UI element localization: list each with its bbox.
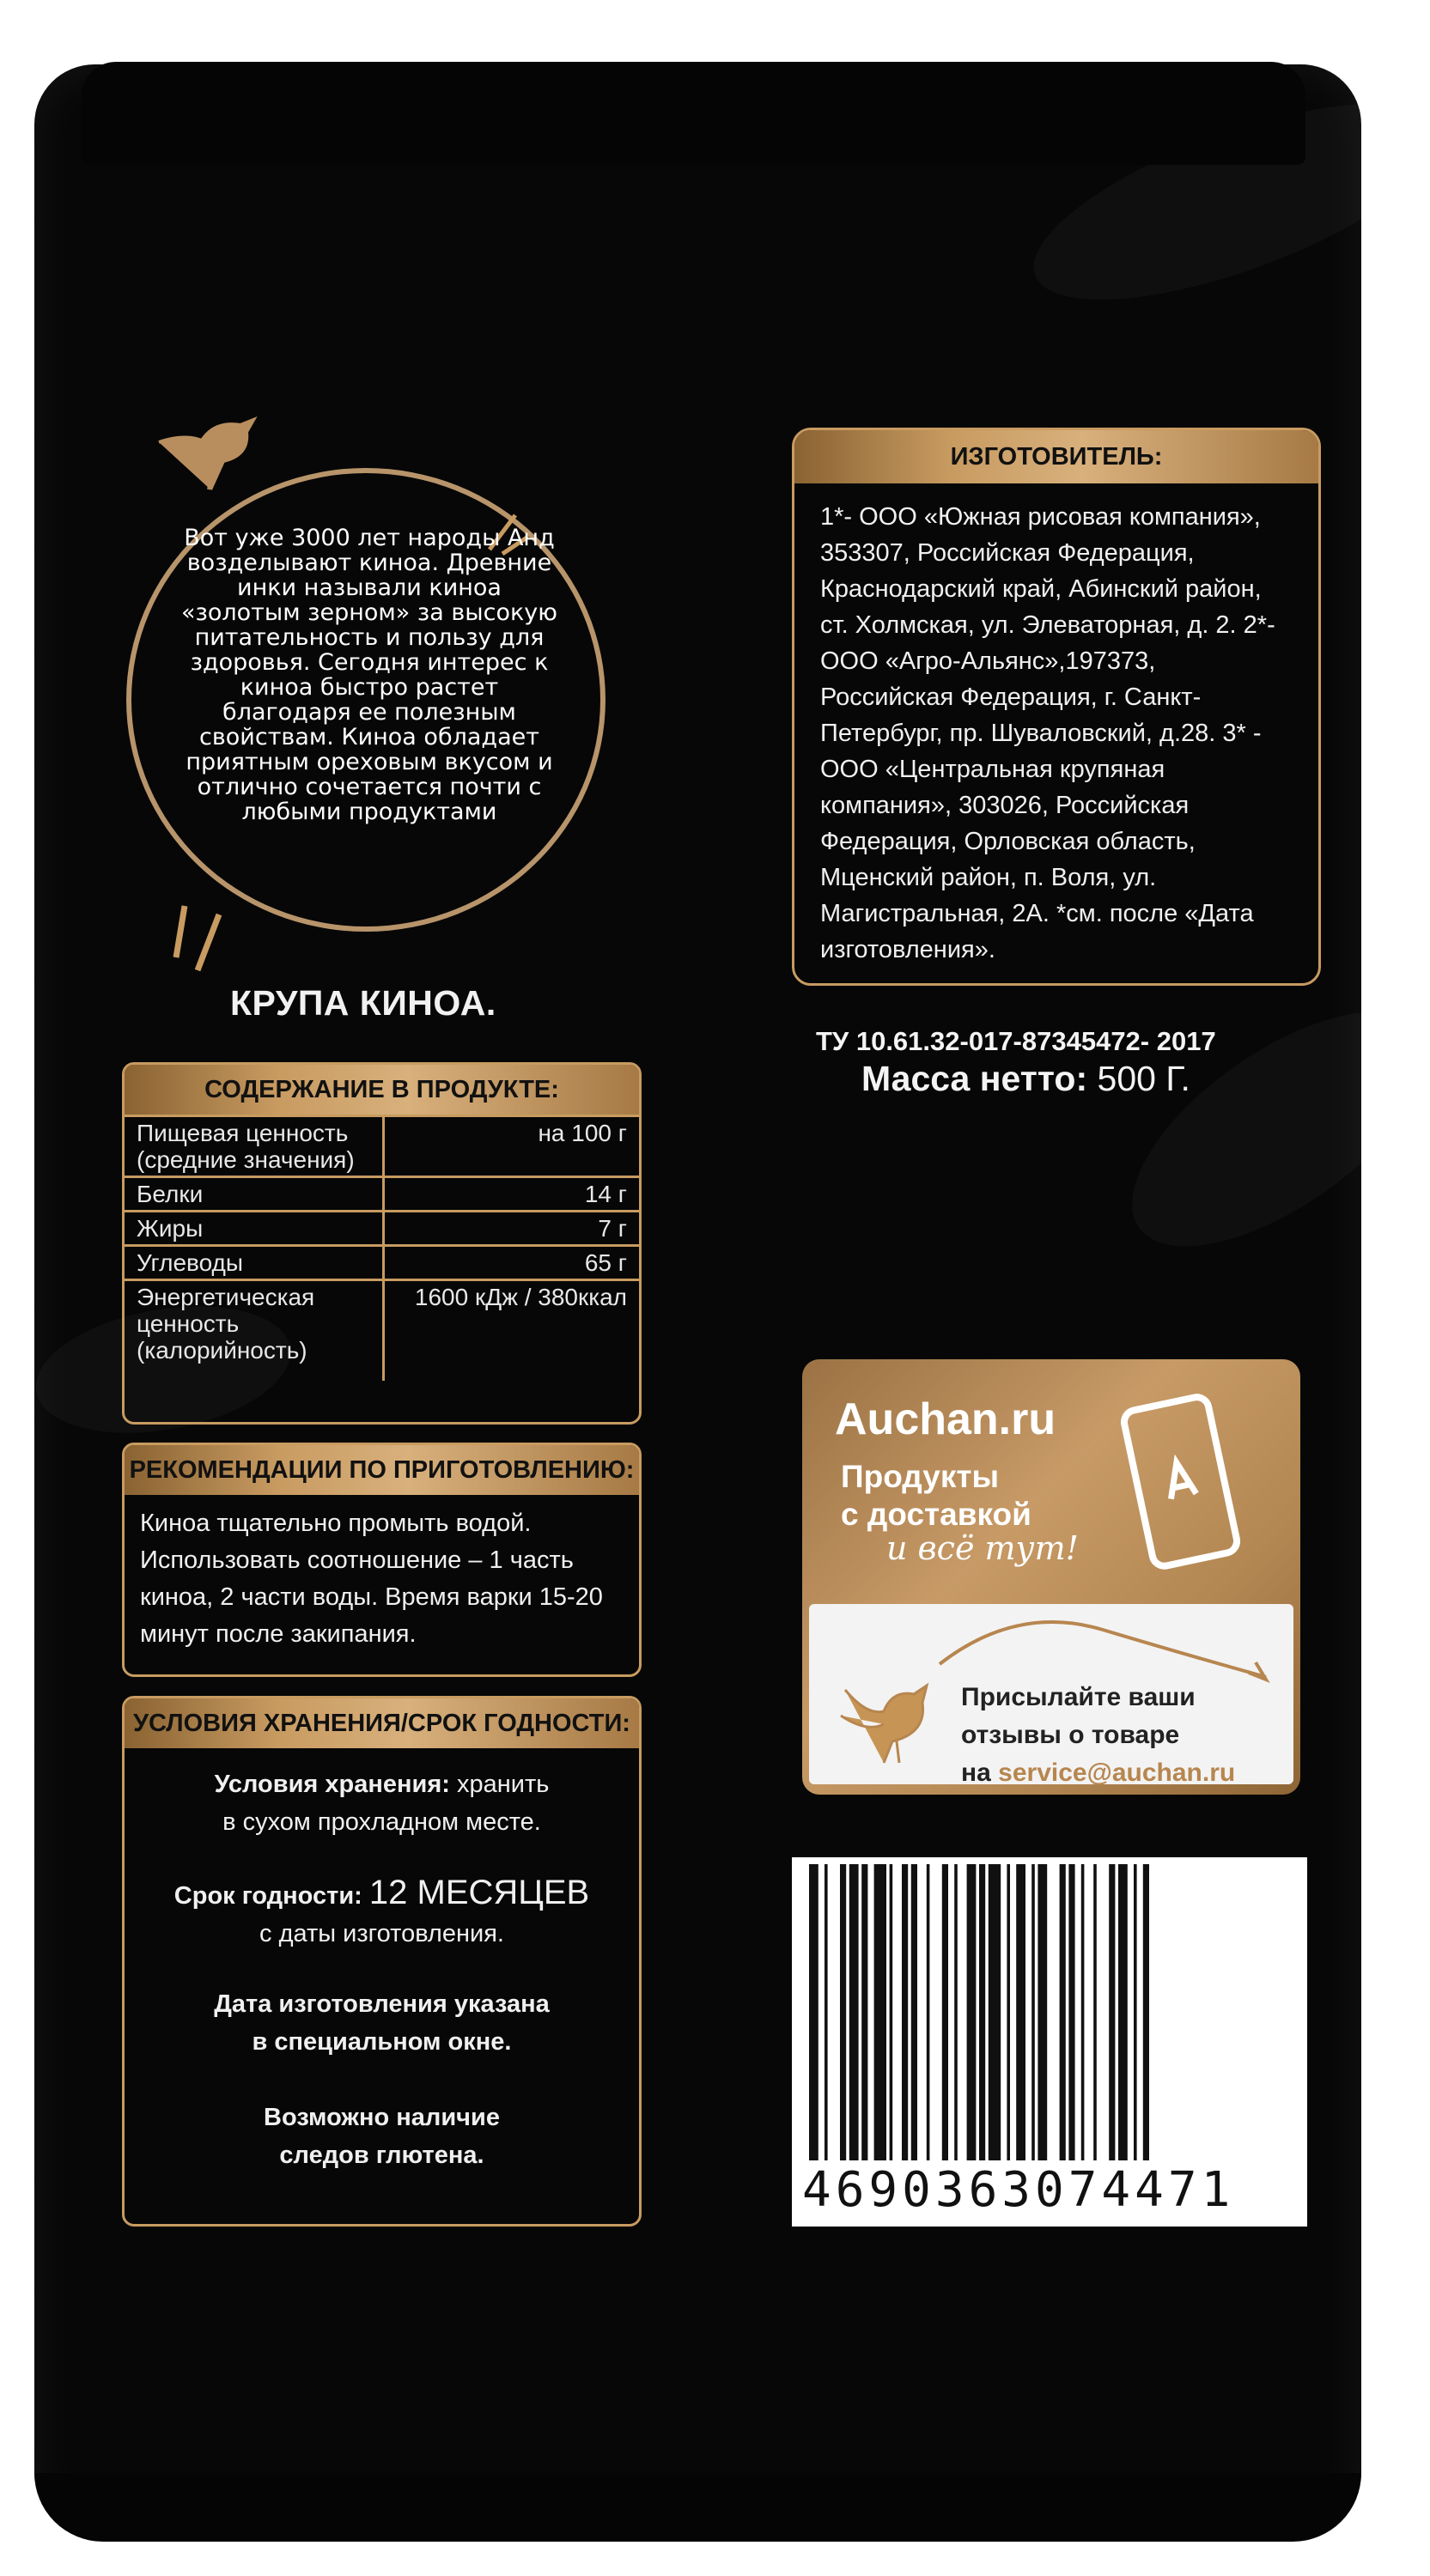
barcode-bar <box>825 1864 828 2160</box>
tech-spec-code: ТУ 10.61.32-017-87345472- 2017 <box>816 1026 1216 1056</box>
nutrition-value: 7 г <box>384 1212 640 1246</box>
shelf-life-label: Срок годности: <box>173 1882 362 1910</box>
feedback-text <box>961 1679 1235 1792</box>
barcode-bar <box>1109 1864 1115 2160</box>
barcode-bar <box>942 1864 948 2160</box>
table-row <box>125 1212 639 1246</box>
nutrition-value: на 100 г <box>384 1116 640 1177</box>
nutrition-table <box>125 1115 639 1381</box>
barcode-bar <box>1016 1864 1025 2160</box>
barcode-bar <box>1060 1864 1066 2160</box>
gluten-note-line2: следов глютена. <box>279 2142 484 2169</box>
barcode-bar <box>874 1864 886 2160</box>
shelf-life-value: 12 МЕСЯЦЕВ <box>368 1874 590 1911</box>
net-weight-label: Масса нетто: <box>861 1059 1088 1098</box>
barcode-bar <box>1068 1864 1074 2160</box>
table-row <box>125 1246 639 1280</box>
package-seal-bottom <box>34 2473 1361 2542</box>
net-weight-value: 500 Г. <box>1097 1059 1190 1098</box>
barcode-bar <box>927 1864 930 2160</box>
nutrition-label: Белки <box>125 1177 384 1212</box>
auchan-bird-icon <box>832 1664 940 1767</box>
barcode-bar <box>1093 1864 1097 2160</box>
date-note-line2: в специальном окне. <box>252 2028 512 2056</box>
nutrition-value: 65 г <box>384 1246 640 1280</box>
storage-body <box>125 1765 639 2174</box>
barcode-bar <box>954 1864 958 2160</box>
barcode-bar <box>902 1864 908 2160</box>
net-weight <box>861 1059 1190 1099</box>
feedback-line1: Присылайте ваши <box>961 1683 1196 1711</box>
promo-brand: Auchan.ru <box>835 1394 1056 1444</box>
feedback-line2: отзывы о товаре <box>961 1721 1180 1749</box>
nutrition-value: 14 г <box>384 1177 640 1212</box>
promo-line1: Продукты <box>841 1459 1000 1494</box>
barcode-bar <box>1081 1864 1085 2160</box>
nutrition-header: СОДЕРЖАНИЕ В ПРОДУКТЕ: <box>125 1065 639 1115</box>
promo-script: и всё тут! <box>886 1529 1079 1567</box>
manufacturer-header: ИЗГОТОВИТЕЛЬ: <box>794 430 1318 483</box>
storage-panel <box>122 1696 642 2227</box>
barcode-bar <box>809 1864 818 2160</box>
barcode-bar <box>989 1864 1001 2160</box>
nutrition-label: Углеводы <box>125 1246 384 1280</box>
intro-text: Вот уже 3000 лет народы Анд возделывают киноа. Древние инки называли киноа «золотым зерном» за высокую питательность и пользу для здоровья. Сегодня интерес к киноа быстро растет благодаря ее полезным свойствам. Киноа обладает приятным ореховым вкусом и отлично сочетается почти с любыми продуктами <box>180 525 557 825</box>
barcode-bar <box>1118 1864 1128 2160</box>
barcode <box>792 1857 1307 2227</box>
recommendations-panel <box>122 1443 642 1677</box>
storage-conditions-label: Условия хранения: <box>214 1771 450 1798</box>
storage-header: УСЛОВИЯ ХРАНЕНИЯ/СРОК ГОДНОСТИ: <box>125 1698 639 1748</box>
barcode-bars <box>809 1864 1290 2160</box>
barcode-bar <box>1038 1864 1047 2160</box>
smartphone-icon <box>1120 1394 1240 1570</box>
barcode-bar <box>1007 1864 1010 2160</box>
table-row <box>125 1177 639 1212</box>
promo-tagline <box>841 1458 1031 1534</box>
recommendations-text: Киноа тщательно промыть водой. Использовать соотношение – 1 часть киноа, 2 части воды. Время варки 15-20 минут после закипания. <box>140 1510 603 1648</box>
barcode-bar <box>967 1864 977 2160</box>
barcode-bar <box>849 1864 859 2160</box>
table-row <box>125 1116 639 1177</box>
storage-conditions-line2: в сухом прохладном месте. <box>222 1808 541 1836</box>
product-title: КРУПА КИНОА. <box>230 983 496 1023</box>
barcode-bar <box>890 1864 893 2160</box>
manufacturer-text: 1*- ООО «Южная рисовая компания», 353307, Российская Федерация, Краснодарский край, Абинский район, ст. Холмская, ул. Элеваторная, д. 2. 2*- ООО «Агро-Альянс»,197373, Российская Федерация, г. Санкт-Петербург, пр. Шуваловский, д.28. 3* - ООО «Центральная крупяная компания», 303026, Российская Федерация, Орловская область, Мценский район, п. Воля, ул. Магистральная, 2А. *см. после «Дата изготовления». <box>820 503 1275 963</box>
barcode-bar <box>840 1864 846 2160</box>
recommendations-header: РЕКОМЕНДАЦИИ ПО ПРИГОТОВЛЕНИЮ: <box>125 1445 639 1495</box>
nutrition-value: 1600 кДж / 380ккал <box>384 1280 640 1382</box>
barcode-bar <box>861 1864 867 2160</box>
storage-conditions-value: хранить <box>456 1771 550 1798</box>
barcode-bar <box>911 1864 917 2160</box>
barcode-digits: 4690363074471 <box>802 2162 1235 2218</box>
gluten-note-line1: Возможно наличие <box>264 2104 500 2131</box>
feedback-email: service@auchan.ru <box>998 1759 1236 1787</box>
nutrition-label: Пищевая ценность (средние значения) <box>125 1116 384 1177</box>
nutrition-label: Жиры <box>125 1212 384 1246</box>
date-note-line1: Дата изготовления указана <box>214 1990 550 2018</box>
auchan-bird-icon <box>150 408 279 502</box>
decor-ticks-icon <box>167 897 236 975</box>
table-row <box>125 1280 639 1382</box>
shelf-life-line2: с даты изготовления. <box>259 1920 504 1947</box>
nutrition-panel <box>122 1062 642 1425</box>
barcode-bar <box>979 1864 985 2160</box>
manufacturer-panel <box>792 428 1321 986</box>
barcode-bar <box>1031 1864 1035 2160</box>
feedback-prefix: на <box>961 1759 991 1787</box>
promo-line2: с доставкой <box>841 1497 1031 1532</box>
barcode-bar <box>1143 1864 1149 2160</box>
package-seal-top <box>82 62 1305 165</box>
nutrition-label: Энергетическая ценность (калорийность) <box>125 1280 384 1382</box>
barcode-bar <box>1134 1864 1137 2160</box>
auchan-promo <box>802 1359 1300 1795</box>
